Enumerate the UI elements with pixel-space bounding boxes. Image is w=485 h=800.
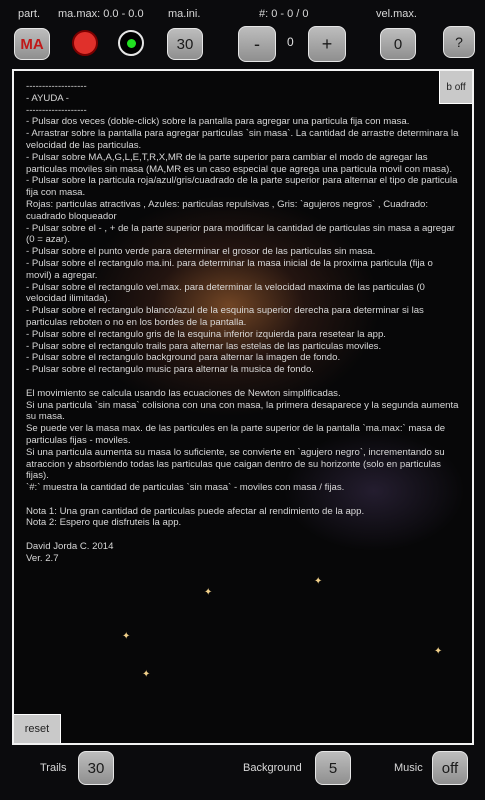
help-text: ------------------- - AYUDA - ------------------- - Pulsar dos veces (doble-click) sobre la pantalla para agregar una particula fija con masa. - Arrastrar sobre la pantalla para agregar particulas `sin masa`. La cantidad de arrastre determinara la velocidad de las particulas. - Pulsar sobre MA,A,G,L,E,T,R,X,MR de la parte superior para cambiar el modo de agregar las particulas moviles sin masa (MA,MR es un caso especial que agrega una particula movil con masa). - Pulsar sobre la particula roja/azul/gris/cuadrado de la parte superior para alternar el tipo de particula fija con masa. Rojas: particulas atractivas , Azules: particulas repulsivas , Gris: `agujeros negros` , Cuadrado: cuadrado bloqueador - Pulsar sobre el - , + de la parte superior para modificar la cantidad de particulas sin masa a agregar (0 = azar). - Pulsar sobre el punto verde para determinar el grosor de las particulas sin masa. - Pulsar sobre el rectangulo ma.ini. para determinar la masa inicial de la proxima particula (fija o movil) a agregar. - Pulsar sobre el rectangulo vel.max. para determinar la velocidad maxima de las particulas (0 velocidad ilimitada). - Pulsar sobre el rectangulo blanco/azul de la esquina superior derecha para determinar si las particulas reboten o no en los bordes de la pantalla. - Pulsar sobre el rectangulo gris de la esquina inferior izquierda para resetear la app. - Pulsar sobre el rectangulo trails para alternar las estelas de las particulas moviles. - Pulsar sobre el rectangulo background para alternar la imagen de fondo. - Pulsar sobre el rectangulo music para alternar la musica de fondo. El movimiento se calcula usando las ecuaciones de Newton simplificadas. Si una particula `sin masa` colisiona con una con masa, la primera desaparece y la segunda aumenta su masa. Se puede ver la masa max. de las particules en la parte superior de la pantalla `ma.max:` masa de particulas fijas - moviles. Si una particula aumenta su masa lo suficiente, se convierte en `agujero negro`, incrementando su atraccion y absorbiendo todas las particulas que caigan dentro de su horizonte (solo en particulas fijas). `#:` muestra la cantidad de particulas `sin masa` - moviles con masa / fijas. Nota 1: Una gran cantidad de particulas puede afectar al rendimiento de la app. Nota 2: Espero que disfruteis la app. David Jorda C. 2014 Ver. 2.7 <box>26 81 459 564</box>
reset-button[interactable]: reset <box>14 714 61 743</box>
simulation-canvas[interactable] <box>12 69 474 745</box>
velmax-button[interactable]: 0 <box>380 28 416 60</box>
particle-type-button[interactable] <box>72 30 98 56</box>
music-button[interactable]: off <box>432 751 468 785</box>
background-label: Background <box>243 762 302 774</box>
trails-label: Trails <box>40 762 67 774</box>
part-label: part. <box>18 8 41 20</box>
green-dot-icon <box>127 39 136 48</box>
plus-button[interactable]: + <box>308 26 346 62</box>
mode-button[interactable]: MA <box>14 28 50 60</box>
particle-quantity-value: 0 <box>287 35 294 49</box>
bounce-toggle-button[interactable]: b off <box>439 71 472 104</box>
velmax-label: vel.max. <box>376 8 417 20</box>
particle-size-button[interactable] <box>118 30 144 56</box>
help-button[interactable]: ? <box>443 26 475 58</box>
star-icon: ✦ <box>204 587 213 598</box>
trails-button[interactable]: 30 <box>78 751 114 785</box>
star-icon: ✦ <box>122 631 131 642</box>
background-button[interactable]: 5 <box>315 751 351 785</box>
maini-label: ma.ini. <box>168 8 201 20</box>
music-label: Music <box>394 762 423 774</box>
mamax-label: ma.max: 0.0 - 0.0 <box>58 8 144 20</box>
particle-count-label: #: 0 - 0 / 0 <box>259 8 309 20</box>
minus-button[interactable]: - <box>238 26 276 62</box>
maini-button[interactable]: 30 <box>167 28 203 60</box>
star-icon: ✦ <box>434 646 443 657</box>
star-icon: ✦ <box>314 576 323 587</box>
star-icon: ✦ <box>142 669 151 680</box>
